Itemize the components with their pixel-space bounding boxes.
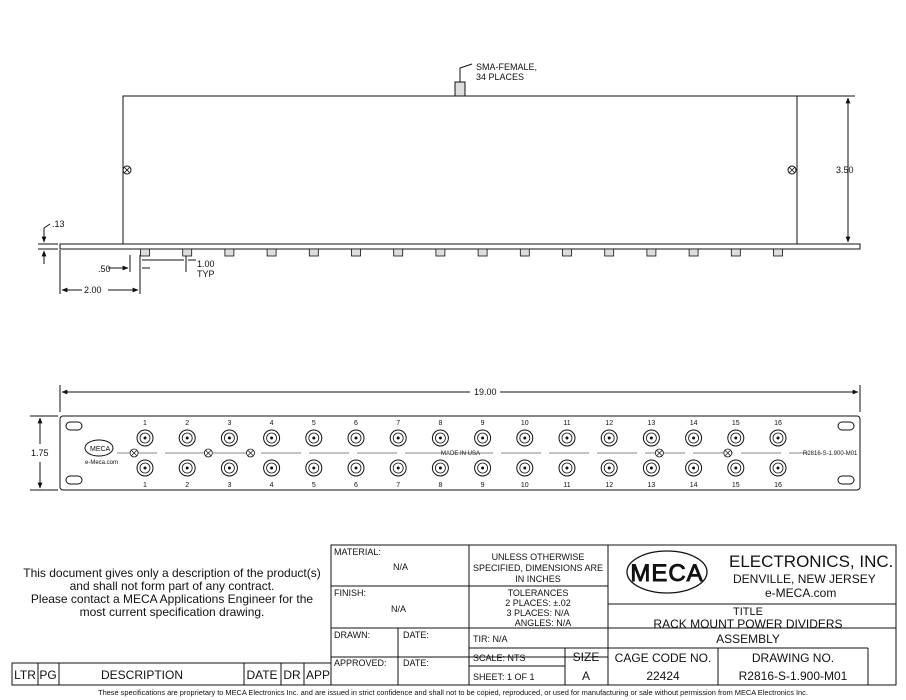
port-number-bottom: 13 <box>647 482 656 489</box>
unless-line2: SPECIFIED, DIMENSIONS ARE <box>472 563 604 573</box>
sma-port-icon <box>728 430 744 446</box>
approved-label: APPROVED: <box>334 658 387 668</box>
top-sma-connector <box>455 82 465 96</box>
title-label: TITLE <box>733 606 763 618</box>
size-label: SIZE <box>572 650 600 664</box>
bottom-sma-connector <box>647 249 656 256</box>
height-dimension: 3.50 <box>836 165 854 175</box>
bottom-sma-connector <box>478 249 487 256</box>
sma-port-icon <box>770 460 786 476</box>
port-number-top: 14 <box>689 420 698 427</box>
port-number-bottom: 14 <box>689 482 698 489</box>
bottom-sma-connector <box>689 249 698 256</box>
bottom-sma-connector <box>352 249 361 256</box>
panel-screw-icon <box>130 449 138 457</box>
offset-dimension: .50 <box>98 264 111 274</box>
sma-port-icon <box>137 460 153 476</box>
sma-port-icon <box>348 430 364 446</box>
rev-app-header: APP <box>305 668 331 682</box>
port-number-top: 12 <box>605 420 614 427</box>
port-number-bottom: 2 <box>185 482 190 489</box>
port-number-top: 1 <box>143 420 147 427</box>
panel-logo-text: MECA <box>90 446 111 453</box>
sma-port-icon <box>221 430 237 446</box>
sma-port-icon <box>601 430 617 446</box>
sma-port-icon <box>686 430 702 446</box>
finish-label: FINISH: <box>334 588 367 598</box>
logo-text: MECA <box>630 560 704 587</box>
sma-port-icon <box>390 460 406 476</box>
port-number-top: 6 <box>354 420 358 427</box>
panel-numbers-bottom <box>143 482 782 489</box>
port-number-top: 9 <box>480 420 485 427</box>
sma-port-icon <box>728 460 744 476</box>
bottom-sma-connector <box>141 249 150 256</box>
proprietary-footer: These specifications are proprietary to MECA Electronics Inc. and are issued in strict confidence and shall not to be copied, reproduced, or used for manufacturing or sale without permission from MECA Electronics Inc. <box>98 688 808 697</box>
sma-port-icon <box>432 430 448 446</box>
rev-ltr-header: LTR <box>14 668 36 682</box>
sma-port-icon <box>643 460 659 476</box>
port-number-bottom: 12 <box>605 482 614 489</box>
panel-part-label: R2816-S-1.900-M01 <box>803 451 858 457</box>
company-web: e-MECA.com <box>765 586 837 600</box>
bottom-sma-connector <box>267 249 276 256</box>
port-number-top: 3 <box>227 420 232 427</box>
cage-code-value: 22424 <box>646 669 680 683</box>
sma-port-icon <box>559 430 575 446</box>
bottom-sma-connector <box>225 249 234 256</box>
tolerance-3-places: 3 PLACES: N/A <box>506 608 570 618</box>
bottom-sma-connector <box>183 249 192 256</box>
mount-slot-br <box>838 476 854 484</box>
disclaimer-line4: most current specification drawing. <box>79 605 265 619</box>
sma-port-icon <box>179 460 195 476</box>
sma-port-icon <box>475 460 491 476</box>
disclaimer-line2: and shall not form part of any contract. <box>69 579 275 593</box>
side-view <box>38 64 860 294</box>
bottom-sma-connector <box>731 249 740 256</box>
sma-port-icon <box>264 460 280 476</box>
sma-port-icon <box>517 430 533 446</box>
unless-line1: UNLESS OTHERWISE <box>491 552 585 562</box>
enclosure-body <box>123 96 797 244</box>
bottom-sma-connector <box>563 249 572 256</box>
port-number-top: 10 <box>520 420 529 427</box>
port-number-bottom: 9 <box>480 482 485 489</box>
port-number-top: 15 <box>731 420 740 427</box>
rev-pg-header: PG <box>39 668 57 682</box>
port-number-bottom: 7 <box>396 482 401 489</box>
port-number-top: 11 <box>563 420 571 427</box>
port-number-top: 7 <box>396 420 401 427</box>
port-number-bottom: 1 <box>143 482 147 489</box>
sma-port-icon <box>559 460 575 476</box>
sma-port-icon <box>306 430 322 446</box>
panel-screw-icon <box>724 449 732 457</box>
sma-port-icon <box>179 430 195 446</box>
port-number-top: 5 <box>311 420 316 427</box>
flange-dimension: .13 <box>52 219 65 229</box>
cage-code-label: CAGE CODE NO. <box>614 651 712 665</box>
sma-callout-line2: 34 PLACES <box>476 72 525 82</box>
port-number-bottom: 16 <box>774 482 782 489</box>
sma-port-icon <box>390 430 406 446</box>
mount-slot-tr <box>838 422 854 430</box>
approved-date-label: DATE: <box>403 658 429 668</box>
sma-port-icon <box>517 460 533 476</box>
pitch-dimension: 1.00 <box>197 259 215 269</box>
drawing-no-label: DRAWING NO. <box>751 651 835 665</box>
flange-plate <box>60 244 860 249</box>
sma-port-icon <box>221 460 237 476</box>
sma-leader-line <box>460 64 472 82</box>
sma-port-icon <box>770 430 786 446</box>
scale-value: SCALE: NTS <box>473 653 526 663</box>
width-dimension: 19.00 <box>474 387 497 397</box>
port-number-top: 8 <box>438 420 443 427</box>
sma-callout-line1: SMA-FEMALE, <box>476 62 538 72</box>
tolerance-2-places: 2 PLACES: ±.02 <box>505 598 571 608</box>
sma-port-icon <box>432 460 448 476</box>
port-number-bottom: 15 <box>731 482 740 489</box>
company-name: ELECTRONICS, INC. <box>729 552 894 571</box>
panel-numbers-top <box>143 420 782 427</box>
disclaimer-line3: Please contact a MECA Applications Engineer for the <box>30 592 314 606</box>
material-label: MATERIAL: <box>334 547 381 557</box>
port-number-bottom: 5 <box>311 482 316 489</box>
panel-screw-icon <box>655 449 663 457</box>
bottom-connector-row <box>141 249 783 256</box>
finish-value: N/A <box>391 604 407 614</box>
rev-date-header: DATE <box>246 668 278 682</box>
port-number-top: 16 <box>774 420 782 427</box>
port-number-bottom: 6 <box>354 482 358 489</box>
port-number-bottom: 8 <box>438 482 443 489</box>
port-number-bottom: 10 <box>520 482 529 489</box>
port-number-bottom: 11 <box>563 482 571 489</box>
drawing-no-value: R2816-S-1.900-M01 <box>738 669 848 683</box>
panel-screw-icon <box>247 449 255 457</box>
tolerances-label: TOLERANCES <box>507 588 569 598</box>
title-line2: ASSEMBLY <box>716 632 780 646</box>
first-connector-dimension: 2.00 <box>84 285 102 295</box>
tir-value: TIR: N/A <box>473 634 508 644</box>
made-in-usa: MADE IN USA <box>441 451 481 457</box>
port-number-top: 13 <box>647 420 656 427</box>
sma-port-icon <box>348 460 364 476</box>
port-number-top: 4 <box>269 420 274 427</box>
panel-url: e-Meca.com <box>85 460 119 466</box>
size-value: A <box>581 669 591 683</box>
sma-port-icon <box>475 430 491 446</box>
sma-port-icon <box>306 460 322 476</box>
port-number-bottom: 4 <box>269 482 274 489</box>
bottom-sma-connector <box>436 249 445 256</box>
company-city: DENVILLE, NEW JERSEY <box>733 572 876 586</box>
title-line1: RACK MOUNT POWER DIVIDERS <box>653 617 843 631</box>
bottom-sma-connector <box>605 249 614 256</box>
drawn-label: DRAWN: <box>334 630 371 640</box>
rev-description-header: DESCRIPTION <box>100 668 184 682</box>
bottom-sma-connector <box>309 249 318 256</box>
unless-line3: IN INCHES <box>515 574 561 584</box>
sma-port-icon <box>686 460 702 476</box>
material-value: N/A <box>393 562 409 572</box>
port-number-top: 2 <box>185 420 190 427</box>
panel-height-dimension: 1.75 <box>31 448 49 458</box>
sma-port-icon <box>264 430 280 446</box>
panel-screw-icon <box>204 449 212 457</box>
rev-dr-header: DR <box>283 668 301 682</box>
disclaimer-line1: This document gives only a description of the product(s) <box>23 566 321 580</box>
bottom-sma-connector <box>774 249 783 256</box>
port-number-bottom: 3 <box>227 482 232 489</box>
bottom-sma-connector <box>394 249 403 256</box>
tolerance-angles: ANGLES: N/A <box>514 618 572 628</box>
mount-slot-tl <box>66 422 82 430</box>
drawn-date-label: DATE: <box>403 630 429 640</box>
sma-port-icon <box>137 430 153 446</box>
sma-port-icon <box>601 460 617 476</box>
mount-slot-bl <box>66 476 82 484</box>
sma-port-icon <box>643 430 659 446</box>
bottom-sma-connector <box>520 249 529 256</box>
pitch-note: TYP <box>197 269 215 279</box>
sheet-value: SHEET: 1 OF 1 <box>473 672 535 682</box>
